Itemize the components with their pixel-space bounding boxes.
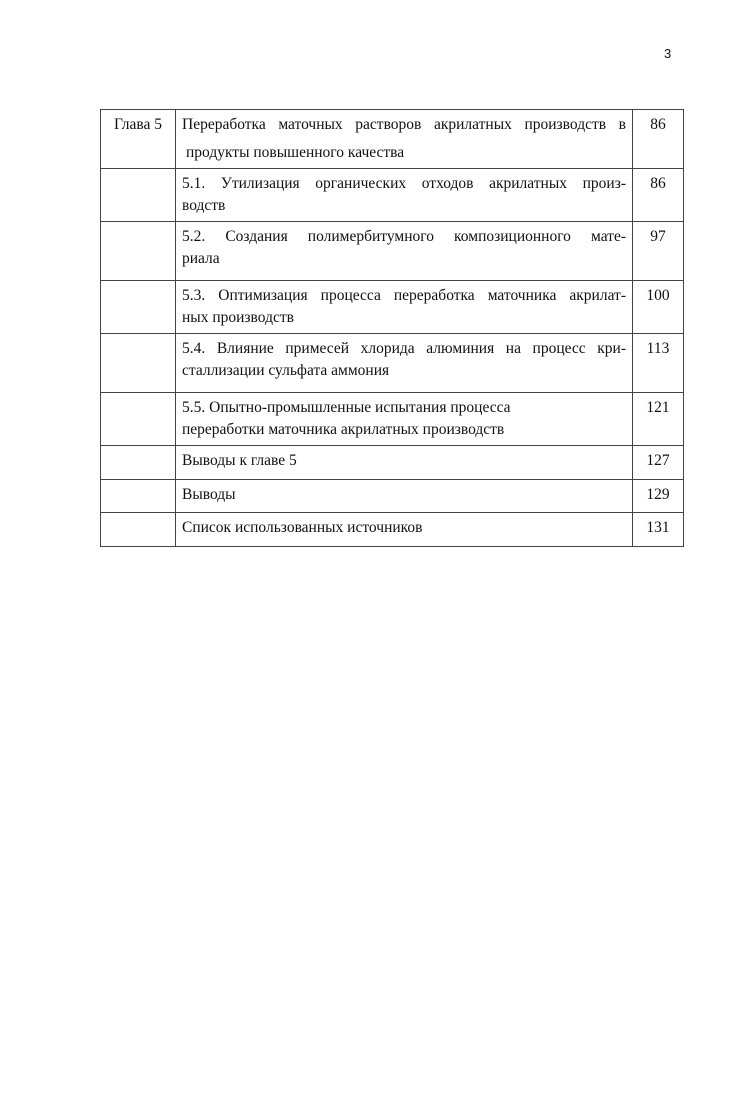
table-row [101, 513, 684, 547]
title-line: риала [182, 250, 220, 267]
title-line: Выводы к главе 5 [182, 452, 297, 469]
chapter-cell [101, 281, 176, 334]
chapter-cell [101, 480, 176, 513]
table-row [101, 281, 684, 334]
title-line: 5.3. Оптимизация процесса переработка маточника акрилат- [182, 287, 626, 304]
title-cell [176, 480, 633, 513]
title-cell [176, 110, 633, 169]
page-cell: 127 [633, 446, 684, 480]
title-line: сталлизации сульфата аммония [182, 362, 390, 379]
title-cell [176, 446, 633, 480]
title-cell [176, 169, 633, 222]
title-line: 5.4. Влияние примесей хлорида алюминия на процесс кри- [182, 340, 626, 357]
table-row [101, 110, 684, 169]
title-line: водств [182, 197, 226, 214]
title-cell [176, 393, 633, 446]
title-cell [176, 281, 633, 334]
title-line: переработки маточника акрилатных производств [182, 421, 505, 438]
page-cell: 113 [633, 334, 684, 393]
title-line: 5.5. Опытно-промышленные испытания процесса [182, 399, 511, 416]
chapter-cell [101, 446, 176, 480]
table-row [101, 446, 684, 480]
table-row [101, 169, 684, 222]
page-cell: 86 [633, 110, 684, 169]
chapter-cell [101, 513, 176, 547]
chapter-cell [101, 169, 176, 222]
chapter-cell [101, 393, 176, 446]
title-line: ных производств [182, 309, 294, 326]
page-cell: 97 [633, 222, 684, 281]
title-cell [176, 334, 633, 393]
chapter-cell [101, 334, 176, 393]
page-number: 3 [664, 46, 672, 61]
title-line: продукты повышенного качества [186, 144, 405, 161]
title-line: Переработка маточных растворов акрилатных производств в [182, 116, 626, 133]
title-line: Список использованных источников [182, 519, 423, 536]
chapter-cell: Глава 5 [101, 110, 176, 169]
table-row [101, 222, 684, 281]
table-of-contents [100, 109, 684, 547]
page-cell: 131 [633, 513, 684, 547]
title-line: 5.2. Создания полимербитумного композиционного мате- [182, 228, 626, 245]
title-cell [176, 513, 633, 547]
title-line: Выводы [182, 486, 236, 503]
page-cell: 129 [633, 480, 684, 513]
title-cell [176, 222, 633, 281]
title-line: 5.1. Утилизация органических отходов акрилатных произ- [182, 175, 626, 192]
table-row [101, 393, 684, 446]
table-row [101, 334, 684, 393]
page-cell: 86 [633, 169, 684, 222]
page-cell: 121 [633, 393, 684, 446]
table-row [101, 480, 684, 513]
page-cell: 100 [633, 281, 684, 334]
chapter-cell [101, 222, 176, 281]
